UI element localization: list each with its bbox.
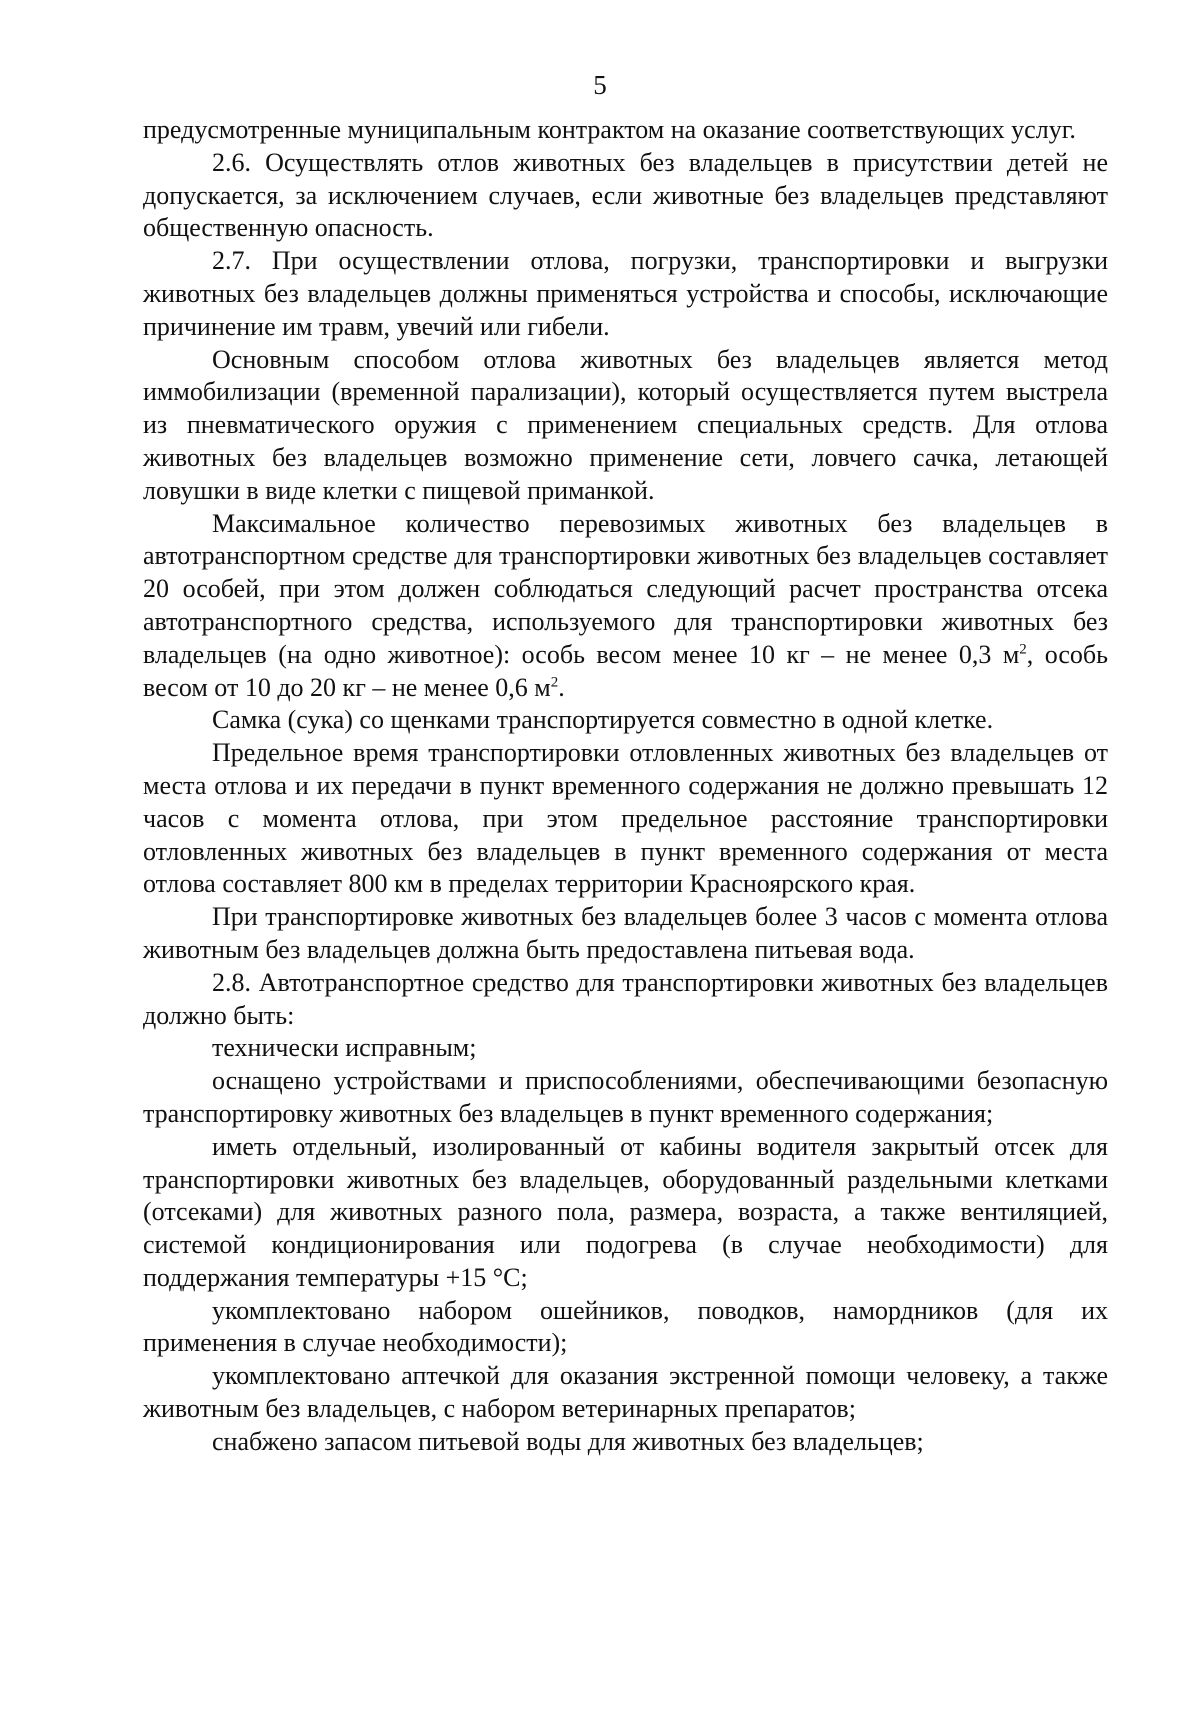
paragraph-continuation: предусмотренные муниципальным контрактом на оказание соответствующих услуг. xyxy=(143,115,1076,144)
paragraph-time-limit: Предельное время транспортировки отловленных животных без владельцев от места отлова и их передачи в пункт временного содержания не должно превышать 12 часов с момента отлова, при этом предельное расстояние транспортировки отловленных животных без владельцев в пункт временного содержания от места отлова составляет 800 км в пределах территории Красноярского края. xyxy=(143,738,1108,899)
superscript-square-1: 2 xyxy=(1019,641,1027,658)
paragraph-2-8: 2.8. Автотранспортное средство для транспортировки животных без владельцев должно быть: xyxy=(143,967,1108,1030)
document-body xyxy=(143,114,1108,1459)
list-item-equipped-devices: оснащено устройствами и приспособлениями, обеспечивающими безопасную транспортировку животных без владельцев в пункт временного содержания; xyxy=(143,1066,1108,1128)
page-number: 5 xyxy=(593,70,607,100)
list-item-technically-sound: технически исправным; xyxy=(212,1033,477,1063)
superscript-square-2: 2 xyxy=(550,673,559,690)
max-animals-text-middle: , особь весом от 10 до 20 кг – не менее 0,6 м xyxy=(143,639,1108,702)
paragraph-drinking-water: При транспортировке животных без владельцев более 3 часов с момента отлова животным без владельцев должна быть предоставлена питьевая вода. xyxy=(143,902,1108,964)
list-item-first-aid-kit: укомплектовано аптечкой для оказания экстренной помощи человеку, а также животным без владельцев, с набором ветеринарных препаратов; xyxy=(143,1361,1108,1424)
paragraph-max-animals xyxy=(143,508,1108,705)
paragraph-capture-method: Основным способом отлова животных без владельцев является метод иммобилизации (временной парализации), который осуществляется путем выстрела из пневматического оружия с применением специальных средств. Для отлова животных без владельцев возможно применение сети, ловчего сачка, летающей ловушки в виде клетки с пищевой приманкой. xyxy=(143,344,1108,505)
paragraph-2-6: 2.6. Осуществлять отлов животных без владельцев в присутствии детей не допускается, за исключением случаев, если животные без владельцев представляют общественную опасность. xyxy=(143,147,1108,243)
max-animals-text-after: . xyxy=(558,672,565,702)
list-item-collars-leashes: укомплектовано набором ошейников, поводков, намордников (для их применения в случае необходимости); xyxy=(143,1295,1108,1358)
max-animals-text-before: Максимальное количество перевозимых животных без владельцев в автотранспортном средстве для транспортировки животных без владельцев составляет 20 особей, при этом должен соблюдаться следующий расчет пространства отсека автотранспортного средства, используемого для транспортировки животных без владельцев (на одно животное): особь весом менее 10 кг – не менее 0,3 м xyxy=(143,508,1108,669)
paragraph-female-with-puppies: Самка (сука) со щенками транспортируется совместно в одной клетке. xyxy=(212,705,994,735)
list-item-separate-compartment: иметь отдельный, изолированный от кабины водителя закрытый отсек для транспортировки животных без владельцев, оборудованный раздельными клетками (отсеками) для животных разного пола, размера, возраста, а также вентиляцией, системой кондиционирования или подогрева (в случае необходимости) для поддержания температуры +15 °С; xyxy=(143,1131,1108,1292)
paragraph-2-7: 2.7. При осуществлении отлова, погрузки, транспортировки и выгрузки животных без владельцев должны применяться устройства и способы, исключающие причинение им травм, увечий или гибели. xyxy=(143,246,1108,341)
list-item-water-supply: снабжено запасом питьевой воды для животных без владельцев; xyxy=(212,1426,924,1456)
